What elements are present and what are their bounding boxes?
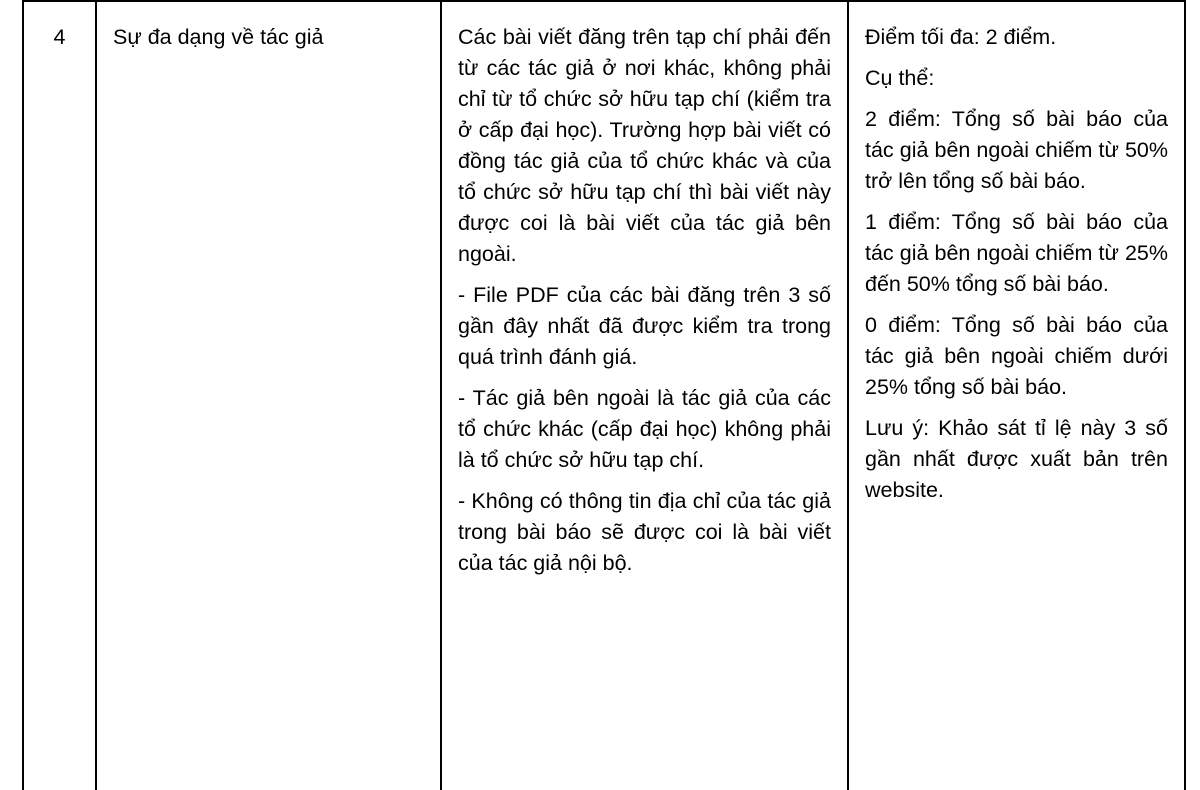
scoring-paragraph: 0 điểm: Tổng số bài báo của tác giả bên ngoài chiếm dưới 25% tổng số bài báo. [865, 313, 1168, 399]
scoring-paragraph: Điểm tối đa: 2 điểm. [865, 25, 1057, 49]
criterion-name-cell [96, 1, 441, 790]
description-paragraph: - Tác giả bên ngoài là tác giả của các tổ chức khác (cấp đại học) không phải là tổ chức sở hữu tạp chí. [458, 386, 831, 472]
scoring-paragraph: 2 điểm: Tổng số bài báo của tác giả bên ngoài chiếm từ 50% trở lên tổng số bài báo. [865, 107, 1168, 193]
criterion-name: Sự đa dạng về tác giả [113, 25, 324, 49]
table-row [23, 1, 1185, 790]
description-paragraph: - Không có thông tin địa chỉ của tác giả trong bài báo sẽ được coi là bài viết của tác giả nội bộ. [458, 489, 831, 575]
description-paragraph: Các bài viết đăng trên tạp chí phải đến từ các tác giả ở nơi khác, không phải chỉ từ tổ chức sở hữu tạp chí (kiểm tra ở cấp đại học). Trường hợp bài viết có đồng tác giả của tổ chức khác và của tổ chức sở hữu tạp chí thì bài viết này được coi là bài viết của tác giả bên ngoài. [458, 25, 831, 266]
row-number: 4 [53, 25, 66, 49]
criteria-table [22, 0, 1186, 790]
description-cell [441, 1, 848, 790]
scoring-paragraph: Cụ thể: [865, 66, 935, 90]
scoring-cell [848, 1, 1185, 790]
row-number-cell [23, 1, 96, 790]
scoring-paragraph: 1 điểm: Tổng số bài báo của tác giả bên ngoài chiếm từ 25% đến 50% tổng số bài báo. [865, 210, 1168, 296]
scoring-paragraph: Lưu ý: Khảo sát tỉ lệ này 3 số gần nhất được xuất bản trên website. [865, 416, 1168, 502]
description-paragraph: - File PDF của các bài đăng trên 3 số gần đây nhất đã được kiểm tra trong quá trình đánh giá. [458, 283, 831, 369]
